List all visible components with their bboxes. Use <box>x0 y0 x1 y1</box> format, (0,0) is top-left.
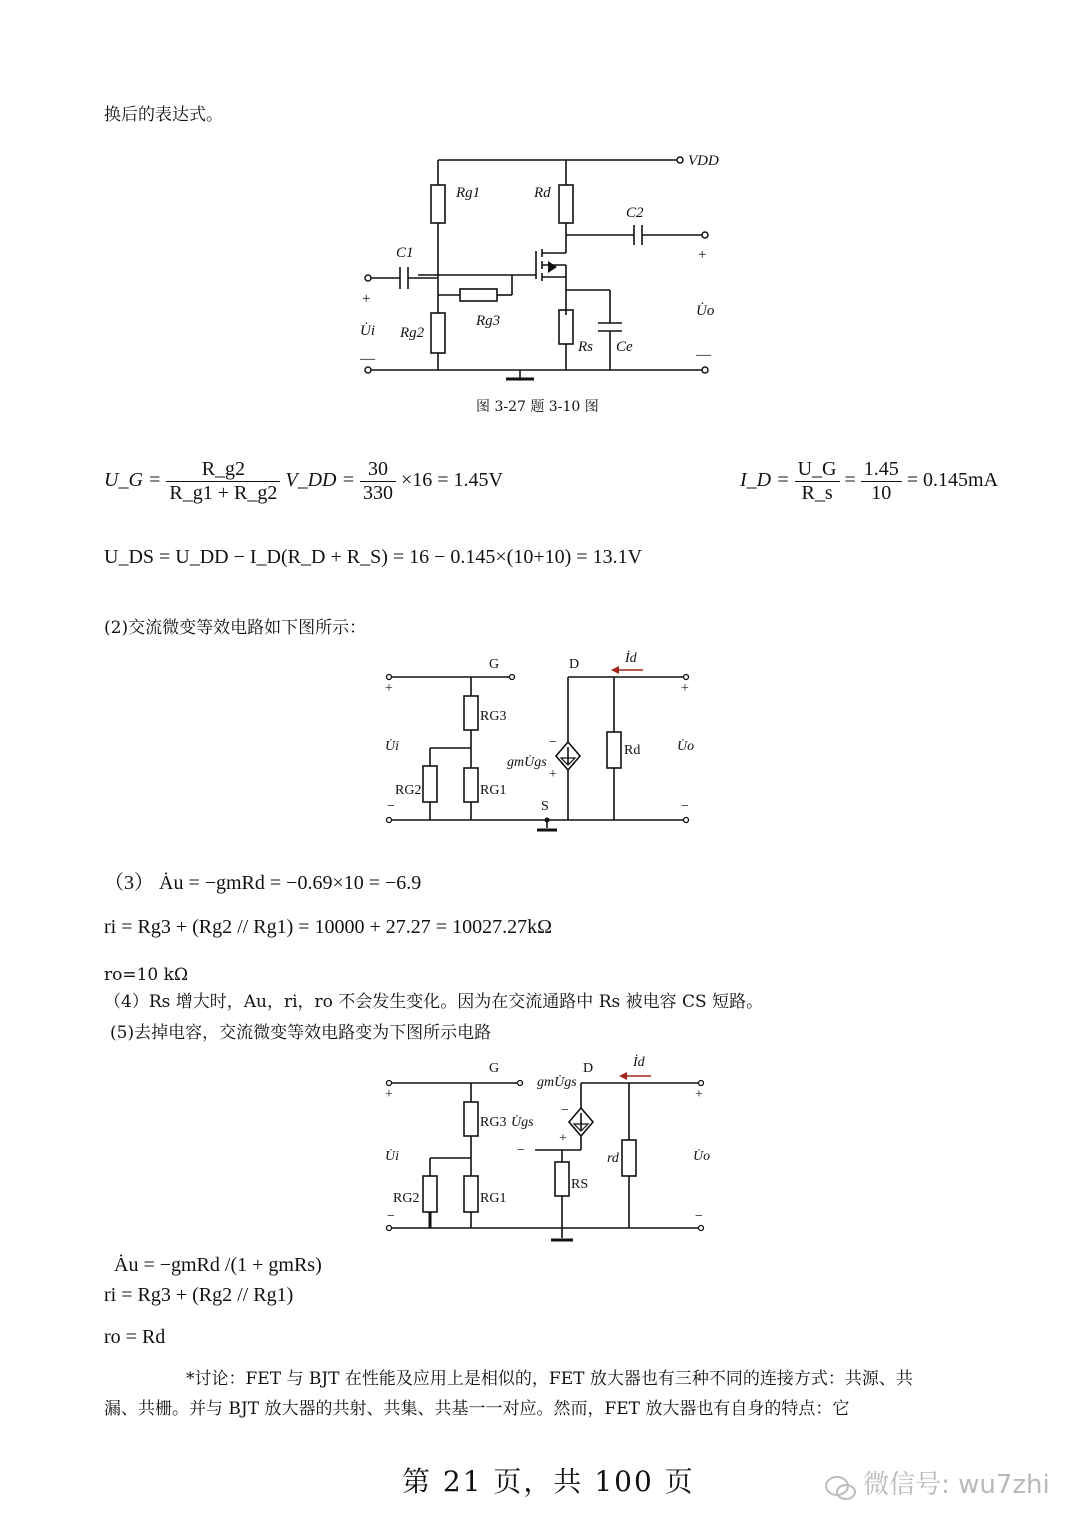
rg2-label: Rg2 <box>400 325 425 341</box>
c1-label: C1 <box>396 245 414 261</box>
intro-text: 换后的表达式。 <box>104 105 223 125</box>
ug-equation: U_G = $\frac{R\_g2}{R\_g1 + R\_g2}$ V_DD = $\frac{30}{330}$ ×16 = 1.45V <box>104 458 503 504</box>
rs-label: RS <box>571 1177 589 1192</box>
ri-equation: ri = Rg3 + (Rg2 // Rg1) = 10000 + 27.27 = 10027.27kΩ <box>104 916 552 938</box>
g-node-label: G <box>489 657 500 672</box>
watermark-text: 微信号: wu7zhi <box>863 1470 1050 1500</box>
rd-label: rd <box>607 1151 619 1166</box>
uo-label: U̇o <box>696 303 715 319</box>
wechat-icon <box>824 1474 858 1504</box>
discussion-line-1: *讨论：FET 与 BJT 在性能及应用上是相似的，FET 放大器也有三种不同的连接方式：共源、共 <box>186 1369 913 1389</box>
rd-label: Rd <box>534 185 551 201</box>
rg1-label: RG1 <box>480 783 507 798</box>
ui-label: U̇i <box>385 739 399 754</box>
id-label: İd <box>625 651 637 666</box>
ui-minus: — <box>360 351 375 367</box>
src-minus: − <box>549 735 557 750</box>
ac-equivalent-circuit <box>375 650 705 840</box>
ugs-label: U̇gs <box>511 1115 534 1130</box>
au-equation-5: Ȧu = −gmRd /(1 + gmRs) <box>114 1254 322 1276</box>
rg2-label: RG2 <box>393 1191 420 1206</box>
rg3-label: RG3 <box>480 709 507 724</box>
uo-minus: — <box>696 347 711 363</box>
c2-label: C2 <box>626 205 644 221</box>
part4-text: （4）Rs 增大时，Au，ri，ro 不会发生变化。因为在交流通路中 Rs 被电容 CS 短路。 <box>104 992 764 1012</box>
page-footer: 第 21 页，共 100 页 <box>402 1465 695 1498</box>
part2-text: (2)交流微变等效电路如下图所示： <box>104 618 367 638</box>
src-plus: + <box>549 767 557 782</box>
ugs-minus: − <box>517 1143 525 1158</box>
rg1-label: RG1 <box>480 1191 507 1206</box>
part5-text: (5)去掉电容，交流微变等效电路变为下图所示电路 <box>110 1023 492 1043</box>
rd-label: Rd <box>624 743 641 758</box>
src-plus: + <box>559 1131 567 1146</box>
gm-label: gmU̇gs <box>507 755 547 770</box>
uo-minus: − <box>695 1209 703 1224</box>
ui-label: U̇i <box>385 1149 399 1164</box>
d-node-label: D <box>569 657 580 672</box>
uo-plus: + <box>698 247 707 263</box>
figure-caption: 图 3-27 题 3-10 图 <box>476 399 599 415</box>
ui-label: U̇i <box>360 323 375 339</box>
ui-plus: + <box>362 291 371 307</box>
uo-minus: − <box>681 799 689 814</box>
uo-plus: + <box>681 681 689 696</box>
uds-equation: U_DS = U_DD − I_D(R_D + R_S) = 16 − 0.145×(10+10) = 13.1V <box>104 546 643 568</box>
rs-label: Rs <box>578 339 593 355</box>
d-node-label: D <box>583 1061 594 1076</box>
ri-equation-5: ri = Rg3 + (Rg2 // Rg1) <box>104 1284 294 1306</box>
gm-label: gmU̇gs <box>537 1075 577 1090</box>
ui-plus: + <box>385 681 393 696</box>
g-node-label: G <box>489 1061 500 1076</box>
rg2-label: RG2 <box>395 783 422 798</box>
ro-equation-5: ro = Rd <box>104 1326 166 1348</box>
s-node-label: S <box>541 799 549 814</box>
id-label: İd <box>633 1055 645 1070</box>
discussion-line-2: 漏、共栅。并与 BJT 放大器的共射、共集、共基一一对应。然而，FET 放大器也有自身的特点：它 <box>104 1399 850 1419</box>
ce-label: Ce <box>616 339 633 355</box>
src-minus: − <box>561 1103 569 1118</box>
rg3-label: Rg3 <box>476 313 501 329</box>
uo-label: U̇o <box>693 1149 711 1164</box>
ui-minus: − <box>387 799 395 814</box>
id-equation: I_D = $\frac{U\_G}{R\_s}$ = $\frac{1.45}{10}$ = 0.145mA <box>740 458 999 504</box>
ro-equation: ro=10 kΩ <box>104 965 189 985</box>
rg3-label: RG3 <box>480 1115 507 1130</box>
wechat-watermark <box>824 1464 1050 1504</box>
ui-minus: − <box>387 1209 395 1224</box>
rg1-label: Rg1 <box>456 185 481 201</box>
au-equation: （3） Ȧu = −gmRd = −0.69×10 = −6.9 <box>104 872 422 894</box>
uo-label: U̇o <box>677 739 695 754</box>
uo-plus: + <box>695 1087 703 1102</box>
ac-equivalent-circuit-no-cap <box>375 1050 715 1250</box>
circuit-diagram-fig-3-27 <box>350 145 740 390</box>
ui-plus: + <box>385 1087 393 1102</box>
vdd-label: VDD <box>688 153 719 169</box>
